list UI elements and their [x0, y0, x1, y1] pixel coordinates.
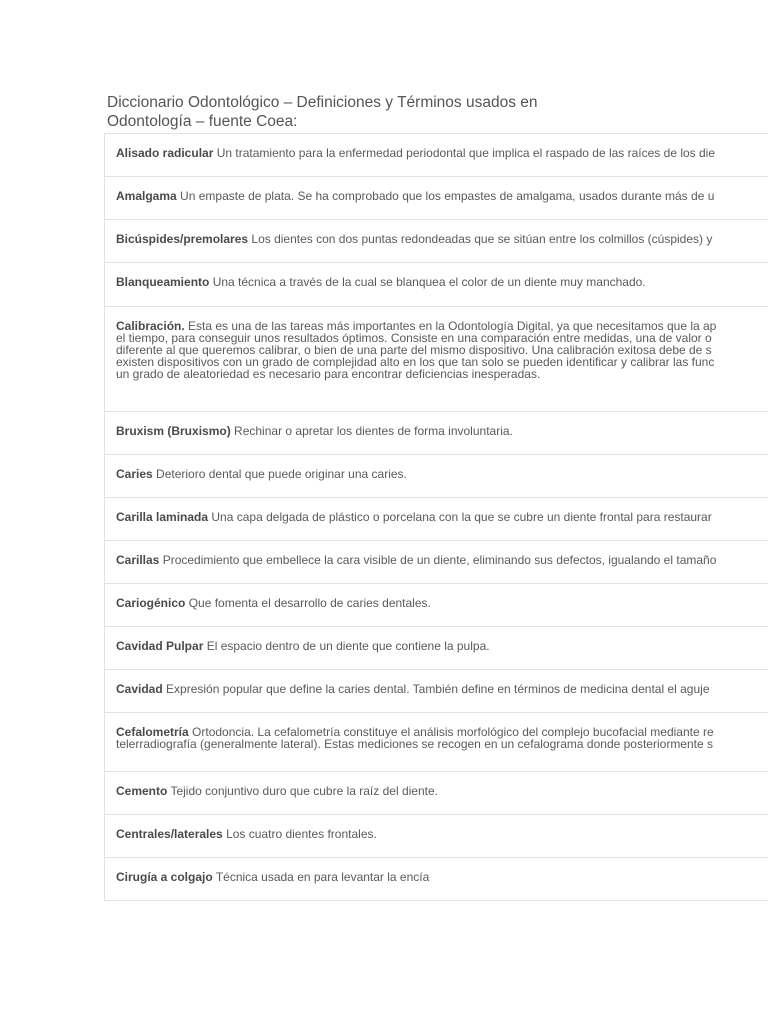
entry-term: Centrales/laterales: [116, 827, 223, 841]
entry-term: Caries: [116, 467, 153, 481]
glossary-entry: [105, 263, 768, 307]
entry-definition: telerradiografía (generalmente lateral). Estas mediciones se recogen en un cefalograma donde posteriormente s: [116, 737, 713, 751]
entry-definition-line: [116, 597, 768, 609]
entry-definition-line: [116, 640, 768, 652]
glossary-entry: [105, 772, 768, 815]
entry-definition: el tiempo, para conseguir unos resultados óptimos. Consiste en una comparación entre medidas, una de valor o: [116, 331, 712, 345]
entry-term: Cemento: [116, 784, 168, 798]
entry-definition: Un tratamiento para la enfermedad periodontal que implica el raspado de las raíces de los die: [216, 146, 716, 160]
entry-definition: Deterioro dental que puede originar una caries.: [156, 467, 407, 481]
entry-term: Bruxism (Bruxismo): [116, 424, 231, 438]
entry-term: Amalgama: [116, 189, 177, 203]
glossary-entry: [105, 584, 768, 627]
entry-term: Bicúspides/premolares: [116, 232, 249, 246]
glossary-entry: [105, 412, 768, 455]
entry-definition-line: [116, 276, 768, 288]
entry-definition-line: [116, 871, 768, 883]
page-title-line1: Diccionario Odontológico – Definiciones y Términos usados en: [107, 94, 538, 111]
glossary-entry: [105, 858, 768, 901]
entry-definition: Una técnica a través de la cual se blanquea el color de un diente muy manchado.: [212, 275, 646, 289]
glossary-entry: [105, 713, 768, 772]
entry-term: Cavidad Pulpar: [116, 639, 204, 653]
entry-definition-line: [116, 190, 768, 202]
glossary-entry: [105, 177, 768, 220]
entry-definition: Los dientes con dos puntas redondeadas que se sitúan entre los colmillos (cúspides) y: [251, 232, 713, 246]
entry-term: Carilla laminada: [116, 510, 209, 524]
glossary-entry: [105, 307, 768, 412]
glossary-entry: [105, 541, 768, 584]
glossary-entry: [105, 670, 768, 713]
entry-term: Alisado radicular: [116, 146, 214, 160]
entry-definition: Esta es una de las tareas más importantes en la Odontología Digital, ya que necesitamos que la ap: [188, 319, 717, 333]
entry-term: Cirugía a colgajo: [116, 870, 213, 884]
entry-definition-line: [116, 511, 768, 523]
entry-definition: Rechinar o apretar los dientes de forma involuntaria.: [234, 424, 513, 438]
entry-definition: existen dispositivos con un grado de complejidad alto en los que tan solo se pueden identificar y calibrar las func: [116, 355, 715, 369]
entry-definition-line: [116, 683, 768, 695]
entry-definition-line: [116, 147, 768, 159]
entry-definition: Expresión popular que define la caries dental. También define en términos de medicina dental el aguje: [166, 682, 710, 696]
entry-definition-line: [116, 233, 768, 245]
entry-definition: Técnica usada en para levantar la encía: [215, 870, 430, 884]
entry-definition-line: [116, 554, 768, 566]
entry-term: Blanqueamiento: [116, 275, 210, 289]
entry-definition-line: [116, 368, 768, 380]
entry-definition: un grado de aleatoriedad es necesario para encontrar deficiencias inesperadas.: [116, 367, 541, 381]
glossary-entry: [105, 627, 768, 670]
glossary-entry: [105, 455, 768, 498]
entry-definition: El espacio dentro de un diente que contiene la pulpa.: [206, 639, 490, 653]
entry-term: Cefalometría: [116, 725, 189, 739]
glossary-entry: [105, 220, 768, 263]
glossary-entry: [105, 134, 768, 177]
glossary-entry: [105, 815, 768, 858]
entry-definition: Que fomenta el desarrollo de caries dentales.: [188, 596, 431, 610]
entry-definition: Una capa delgada de plástico o porcelana con la que se cubre un diente frontal para restaurar: [211, 510, 712, 524]
entry-term: Cariogénico: [116, 596, 186, 610]
entry-term: Cavidad: [116, 682, 163, 696]
entry-definition-line: [116, 828, 768, 840]
page-title-line2: Odontología – fuente Coea:: [107, 113, 298, 130]
entry-definition: Tejido conjuntivo duro que cubre la raíz del diente.: [170, 784, 438, 798]
entry-definition-line: [116, 468, 768, 480]
glossary-entry: [105, 498, 768, 541]
entry-term: Calibración.: [116, 319, 185, 333]
entry-definition: diferente al que queremos calibrar, o bien de una parte del mismo dispositivo. Una calibración exitosa debe de s: [116, 343, 712, 357]
entry-definition: Un empaste de plata. Se ha comprobado que los empastes de amalgama, usados durante más de u: [180, 189, 715, 203]
glossary-table: [104, 133, 768, 901]
entry-definition: Procedimiento que embellece la cara visible de un diente, eliminando sus defectos, igualando el tamaño: [162, 553, 717, 567]
entry-definition: Los cuatro dientes frontales.: [226, 827, 377, 841]
entry-definition-line: [116, 425, 768, 437]
page-title: [107, 93, 667, 131]
entry-definition: Ortodoncia. La cefalometría constituye el análisis morfológico del complejo bucofacial mediante re: [192, 725, 714, 739]
entry-definition-line: [116, 785, 768, 797]
entry-definition-line: [116, 738, 768, 750]
entry-term: Carillas: [116, 553, 160, 567]
